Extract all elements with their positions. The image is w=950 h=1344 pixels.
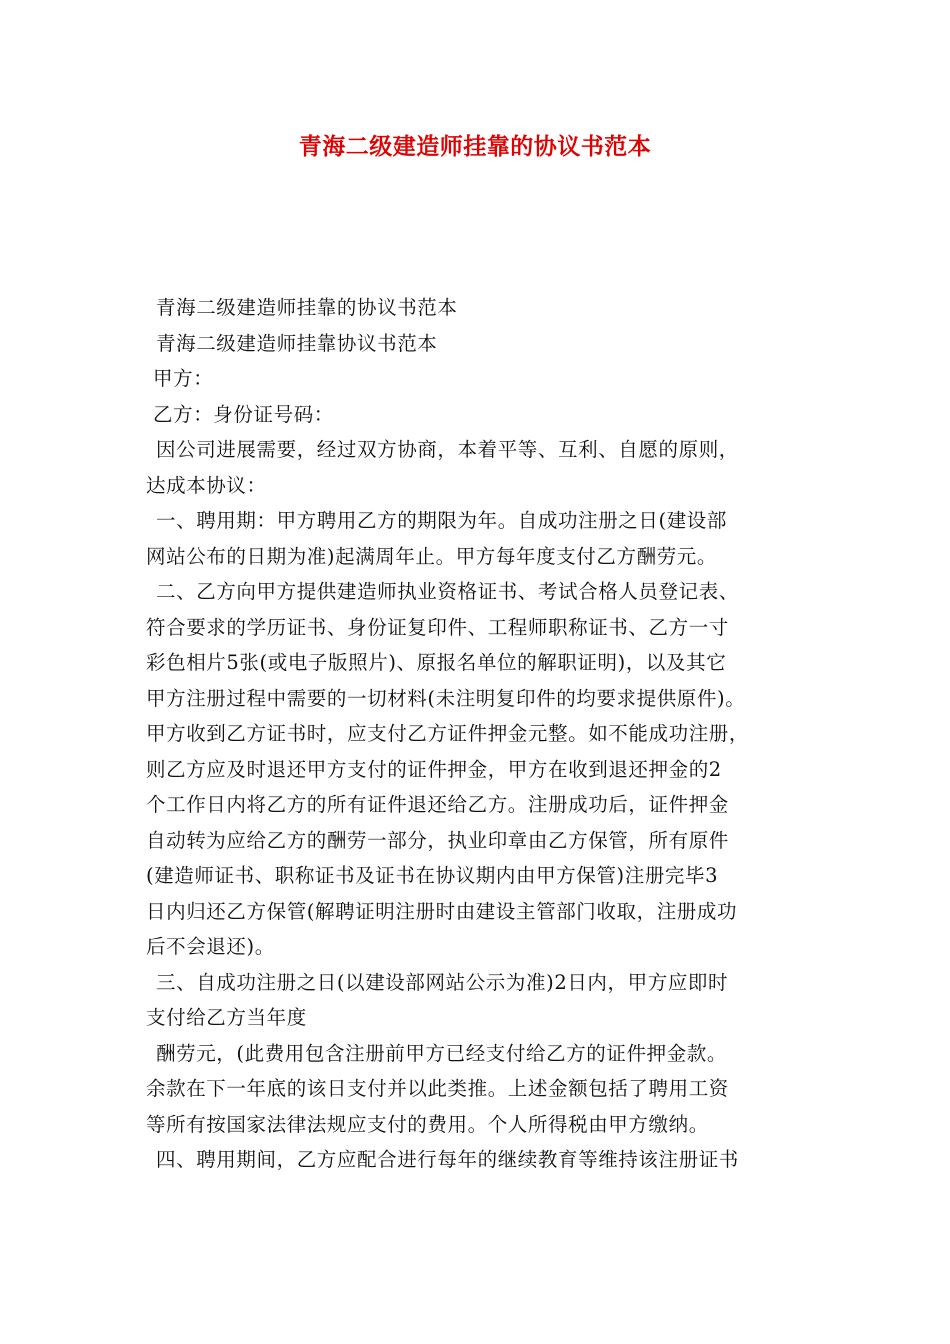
body-line: 等所有按国家法律法规应支付的费用。个人所得税由甲方缴纳。 (146, 1112, 709, 1136)
body-line: 支付给乙方当年度 (146, 1006, 307, 1029)
body-line: 符合要求的学历证书、身份证复印件、工程师职称证书、乙方一寸 (146, 615, 729, 639)
body-line: 三、自成功注册之日(以建设部网站公示为准)2日内，甲方应即时 (156, 970, 729, 994)
body-line: 余款在下一年底的该日支付并以此类推。上述金额包括了聘用工资 (146, 1077, 729, 1100)
document-body (146, 290, 814, 1178)
body-line: 达成本协议： (146, 473, 267, 497)
body-line: 甲方收到乙方证书时，应支付乙方证件押金元整。如不能成功注册， (146, 722, 750, 745)
body-line: 自动转为应给乙方的酬劳一部分，执业印章由乙方保管，所有原件 (146, 828, 729, 852)
body-line: 二、乙方向甲方提供建造师执业资格证书、考试合格人员登记表、 (156, 580, 739, 603)
body-line: 甲方： (153, 367, 214, 390)
body-line: (建造师证书、职称证书及证书在协议期内由甲方保管)注册完毕3 (146, 864, 719, 887)
body-line: 日内归还乙方保管(解聘证明注册时由建设主管部门收取，注册成功 (146, 899, 738, 923)
document-title: 青海二级建造师挂靠的协议书范本 (298, 134, 652, 160)
body-line: 乙方：身份证号码： (153, 402, 334, 426)
body-line: 一、聘用期：甲方聘用乙方的期限为年。自成功注册之日(建设部 (156, 509, 728, 532)
body-line: 个工作日内将乙方的所有证件退还给乙方。注册成功后，证件押金 (146, 793, 729, 816)
body-line: 四、聘用期间，乙方应配合进行每年的继续教育等维持该注册证书 (156, 1148, 739, 1171)
body-line: 彩色相片5张(或电子版照片)、原报名单位的解职证明)，以及其它 (146, 651, 727, 674)
body-line: 则乙方应及时退还甲方支付的证件押金，甲方在收到退还押金的2 (146, 757, 722, 781)
body-line: 青海二级建造师挂靠的协议书范本 (156, 296, 458, 319)
body-line: 因公司进展需要，经过双方协商，本着平等、互利、自愿的原则， (156, 438, 739, 461)
body-line: 青海二级建造师挂靠协议书范本 (156, 331, 438, 355)
body-line: 甲方注册过程中需要的一切材料(未注明复印件的均要求提供原件)。 (146, 686, 746, 710)
body-line: 后不会退还)。 (146, 935, 275, 958)
body-line: 酬劳元，(此费用包含注册前甲方已经支付给乙方的证件押金款。 (156, 1041, 728, 1065)
body-line: 网站公布的日期为准)起满周年止。甲方每年度支付乙方酬劳元。 (146, 544, 718, 568)
